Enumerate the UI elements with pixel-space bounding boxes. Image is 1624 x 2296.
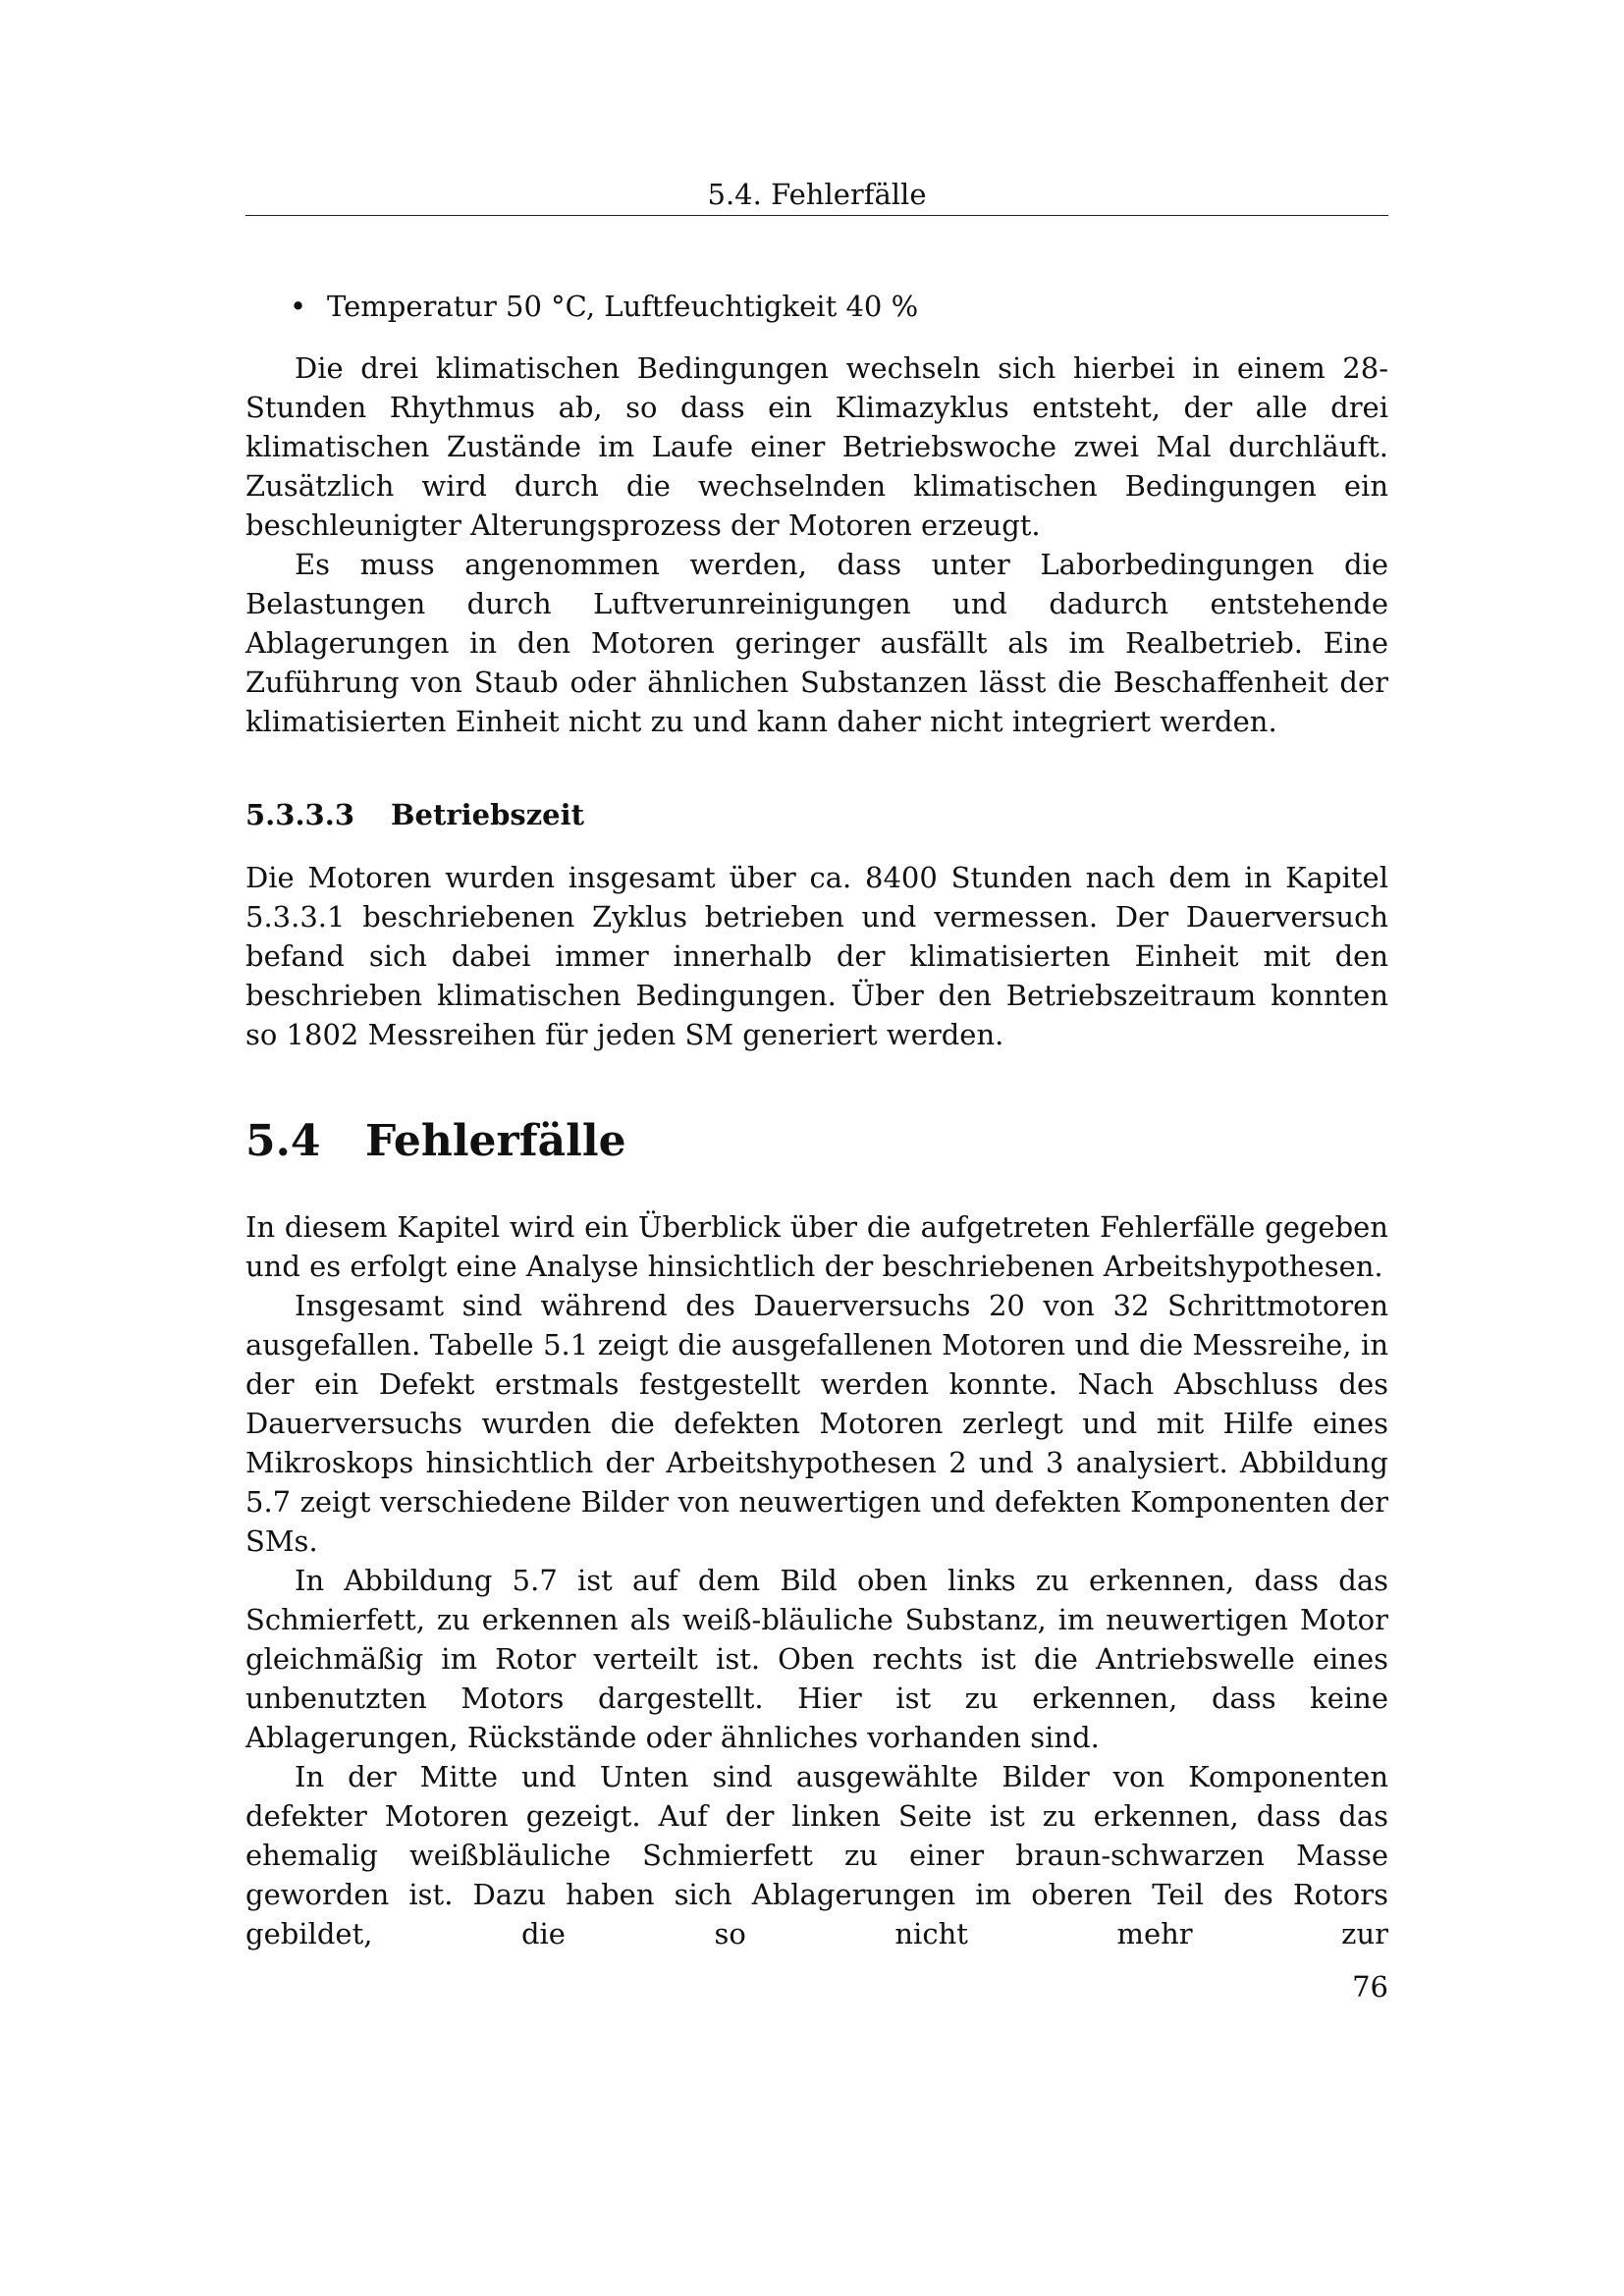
- paragraph: Die Motoren wurden insgesamt über ca. 8400 Stunden nach dem in Kapitel 5.3.3.1 beschriebenen Zyklus betrieben und vermessen. Der Dauerversuch befand sich dabei immer innerhalb der klimatisierten Einheit mit den beschrieben klimatischen Bedingungen. Über den Betriebszeitraum konnten so 1802 Messreihen für jeden SM generiert werden.: [245, 861, 1388, 1051]
- subsection-number: 5.3.3.3: [245, 798, 355, 831]
- bullet-text: Temperatur 50 °C, Luftfeuchtigkeit 40 %: [327, 290, 919, 323]
- paragraph: Die drei klimatischen Bedingungen wechseln sich hierbei in einem 28-Stunden Rhythmus ab, so dass ein Klimazyklus entsteht, der alle drei klimatischen Zustände im Laufe einer Betriebswoche zwei Mal durchläuft. Zusätzlich wird durch die wechselnden klimatischen Bedingungen ein beschleunigter Alterungsprozess der Motoren erzeugt.: [245, 351, 1388, 542]
- bullet-item: [290, 287, 918, 326]
- page-number: 76: [1352, 1970, 1388, 2003]
- section-number: 5.4: [245, 1116, 321, 1166]
- body-block-failures: [245, 1207, 1388, 1953]
- section-title: Fehlerfälle: [365, 1116, 626, 1166]
- paragraph: In der Mitte und Unten sind ausgewählte Bilder von Komponenten defekter Motoren gezeigt. Auf der linken Seite ist zu erkennen, dass das ehemalig weißbläuliche Schmierfett zu einer braun-schwarzen Masse geworden ist. Dazu haben sich Ablagerungen im oberen Teil des Rotors gebildet, die so nicht mehr zur: [245, 1760, 1388, 1950]
- section-heading: [245, 1114, 626, 1169]
- body-block-operating-time: [245, 858, 1388, 1054]
- bullet-symbol: •: [290, 290, 307, 323]
- paragraph: Es muss angenommen werden, dass unter Laborbedingungen die Belastungen durch Luftverunreinigungen und dadurch entstehende Ablagerungen in den Motoren geringer ausfällt als im Realbetrieb. Eine Zuführung von Staub oder ähnlichen Substanzen lässt die Beschaffenheit der klimatisierten Einheit nicht zu und kann daher nicht integriert werden.: [245, 548, 1388, 738]
- paragraph: Insgesamt sind während des Dauerversuchs 20 von 32 Schrittmotoren ausgefallen. Tabelle 5.1 zeigt die ausgefallenen Motoren und die Messreihe, in der ein Defekt erstmals festgestellt werden konnte. Nach Abschluss des Dauerversuchs wurden die defekten Motoren zerlegt und mit Hilfe eines Mikroskops hinsichtlich der Arbeitshypothesen 2 und 3 analysiert. Abbildung 5.7 zeigt verschiedene Bilder von neuwertigen und defekten Komponenten der SMs.: [245, 1289, 1388, 1558]
- running-header: 5.4. Fehlerfälle: [707, 178, 927, 211]
- subsection-heading: [245, 795, 584, 834]
- subsection-title: Betriebszeit: [391, 798, 585, 831]
- body-block-climate: [245, 348, 1388, 741]
- paragraph: In diesem Kapitel wird ein Überblick über die aufgetreten Fehlerfälle gegeben und es erfolgt eine Analyse hinsichtlich der beschriebenen Arbeitshypothesen.: [245, 1210, 1388, 1283]
- paragraph: In Abbildung 5.7 ist auf dem Bild oben links zu erkennen, dass das Schmierfett, zu erkennen als weiß-bläuliche Substanz, im neuwertigen Motor gleichmäßig im Rotor verteilt ist. Oben rechts ist die Antriebswelle eines unbenutzten Motors dargestellt. Hier ist zu erkennen, dass keine Ablagerungen, Rückstände oder ähnliches vorhanden sind.: [245, 1564, 1388, 1754]
- header-rule: [245, 215, 1388, 216]
